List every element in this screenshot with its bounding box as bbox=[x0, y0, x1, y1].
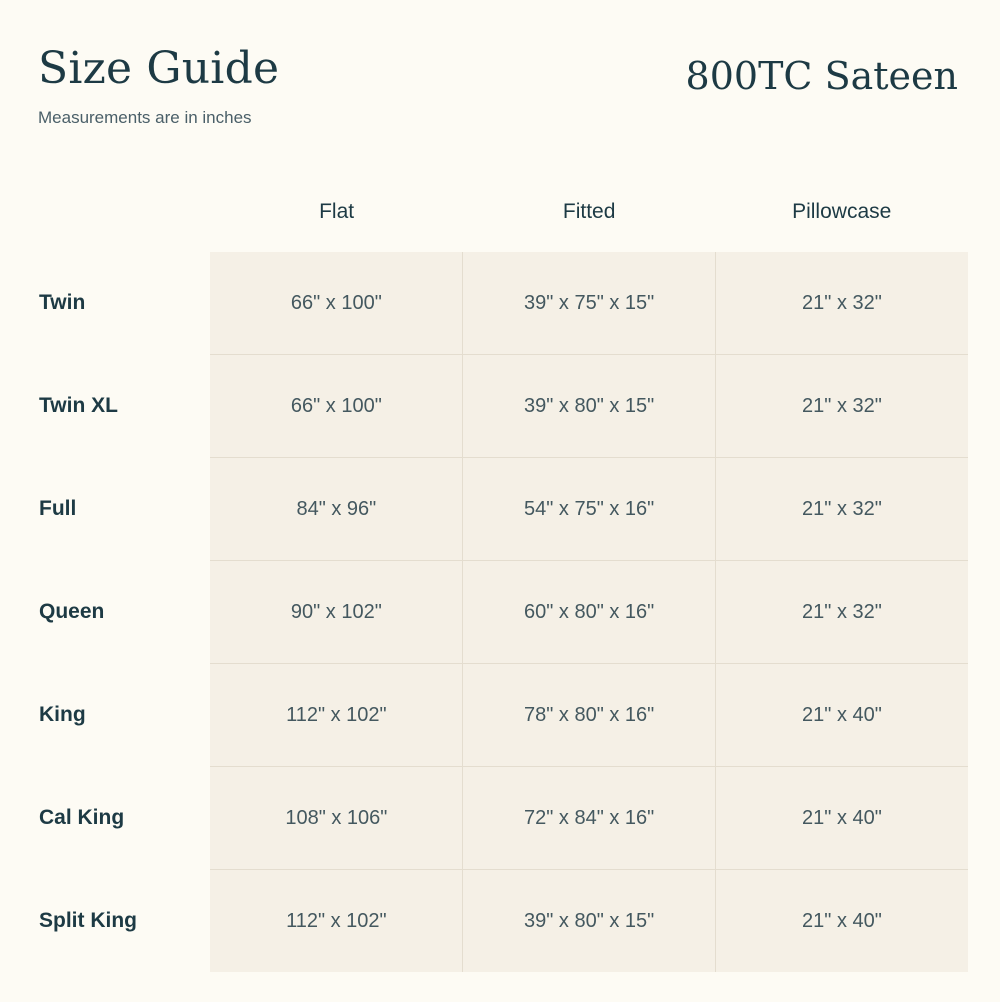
table-row bbox=[38, 767, 968, 870]
page-subtitle: Measurements are in inches bbox=[38, 108, 252, 128]
page-title: Size Guide bbox=[38, 43, 280, 94]
cell-fitted: 54" x 75" x 16" bbox=[463, 458, 716, 561]
cell-flat: 112" x 102" bbox=[210, 664, 463, 767]
cell-pillowcase: 21" x 32" bbox=[715, 252, 968, 355]
size-table-container bbox=[38, 200, 968, 972]
table-header-row bbox=[38, 200, 968, 252]
size-table bbox=[38, 200, 968, 972]
column-header-fitted: Fitted bbox=[562, 200, 616, 223]
table-row bbox=[38, 355, 968, 458]
product-title: 800TC Sateen bbox=[685, 54, 958, 98]
column-header-flat: Flat bbox=[319, 200, 355, 223]
column-header-pillowcase: Pillowcase bbox=[792, 200, 892, 223]
cell-pillowcase: 21" x 40" bbox=[715, 664, 968, 767]
table-row bbox=[38, 458, 968, 561]
table-row bbox=[38, 252, 968, 355]
cell-fitted: 60" x 80" x 16" bbox=[463, 561, 716, 664]
row-label: Queen bbox=[39, 600, 105, 623]
cell-flat: 108" x 106" bbox=[210, 767, 463, 870]
cell-flat: 90" x 102" bbox=[210, 561, 463, 664]
row-label: Cal King bbox=[39, 806, 125, 829]
row-label: Twin bbox=[39, 291, 86, 315]
table-header bbox=[38, 200, 968, 252]
cell-fitted: 78" x 80" x 16" bbox=[463, 664, 716, 767]
header bbox=[38, 43, 958, 128]
table-row bbox=[38, 870, 968, 973]
row-label: King bbox=[39, 703, 86, 726]
table-row bbox=[38, 561, 968, 664]
cell-fitted: 39" x 80" x 15" bbox=[463, 870, 716, 973]
title-block bbox=[38, 43, 280, 128]
cell-fitted: 72" x 84" x 16" bbox=[463, 767, 716, 870]
cell-flat: 66" x 100" bbox=[210, 252, 463, 355]
row-label: Split King bbox=[39, 908, 137, 932]
cell-flat: 66" x 100" bbox=[210, 355, 463, 458]
row-label: Twin XL bbox=[39, 394, 118, 417]
column-header-blank bbox=[38, 200, 210, 252]
cell-pillowcase: 21" x 40" bbox=[715, 767, 968, 870]
cell-pillowcase: 21" x 32" bbox=[715, 355, 968, 458]
cell-flat: 84" x 96" bbox=[210, 458, 463, 561]
table-row bbox=[38, 664, 968, 767]
cell-flat: 112" x 102" bbox=[210, 870, 463, 973]
cell-fitted: 39" x 75" x 15" bbox=[463, 252, 716, 355]
row-label: Full bbox=[39, 497, 77, 520]
cell-fitted: 39" x 80" x 15" bbox=[463, 355, 716, 458]
cell-pillowcase: 21" x 40" bbox=[715, 870, 968, 973]
table-body bbox=[38, 252, 968, 972]
cell-pillowcase: 21" x 32" bbox=[715, 458, 968, 561]
cell-pillowcase: 21" x 32" bbox=[715, 561, 968, 664]
